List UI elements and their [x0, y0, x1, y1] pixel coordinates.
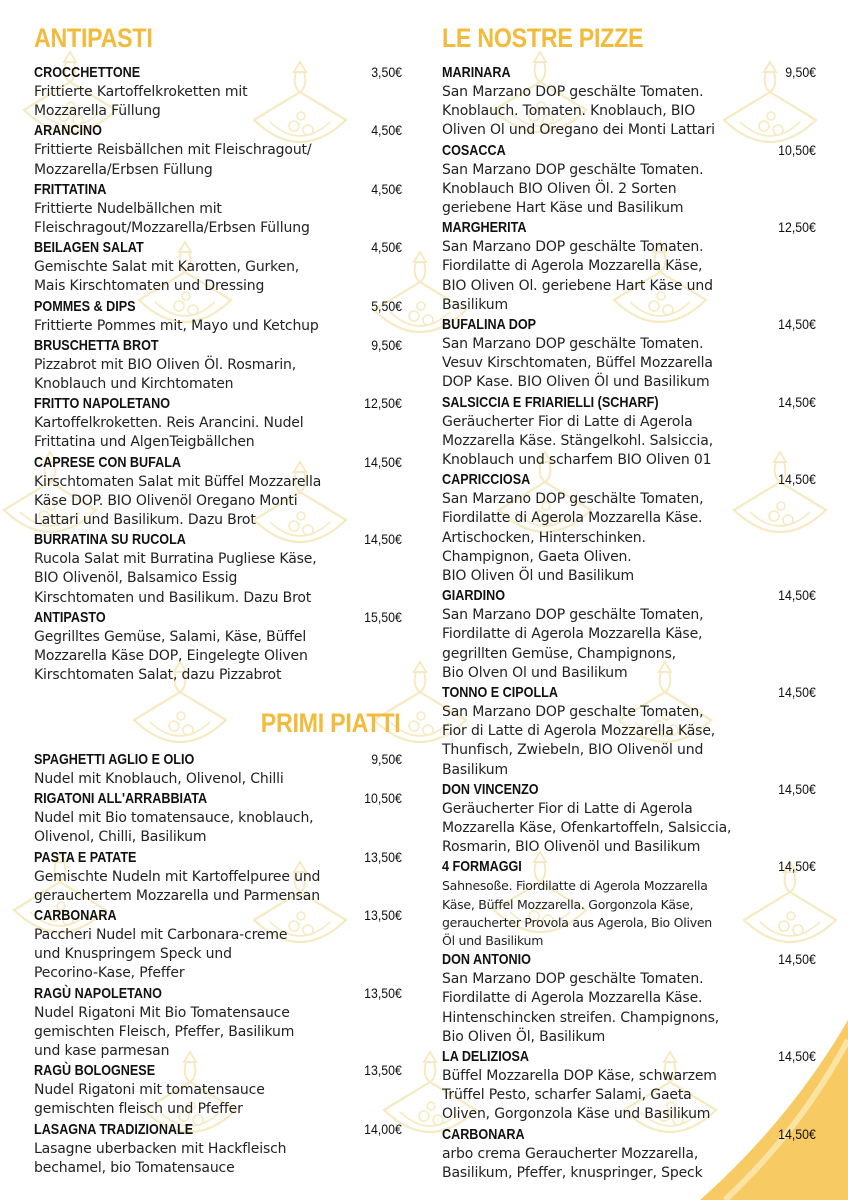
menu-item-price: 14,00€ [364, 1120, 402, 1137]
menu-item-header [34, 122, 400, 141]
menu-item [34, 1121, 400, 1178]
menu-item-price: 12,50€ [364, 395, 402, 412]
menu-item-description: Gemischte Salat mit Karotten, Gurken, Mais Kirschtomaten und Dressing [34, 259, 300, 295]
menu-item-price: 4,50€ [371, 239, 402, 256]
menu-item-description: Nudel Rigatoni mit tomatensauce gemischten fleisch und Pfeffer [34, 1082, 265, 1118]
menu-item-price: 14,50€ [778, 471, 816, 488]
menu-item-description: Rucola Salat mit Burratina Pugliese Käse, BIO Olivenöl, Balsamico Essig Kirschtomaten und Basilikum. Dazu Brot [34, 551, 317, 606]
menu-item-name: POMMES & DIPS [34, 297, 136, 315]
menu-item-price: 13,50€ [364, 1062, 402, 1079]
menu-item [34, 239, 400, 296]
menu-item-description: Frittierte Pommes mit, Mayo und Ketchup [34, 317, 319, 334]
menu-item-name: FRITTO NAPOLETANO [34, 395, 171, 413]
menu-item-description: San Marzano DOP geschälte Tomaten. Knoblauch BIO Oliven Öl. 2 Sorten geriebene Hart Käse und Basilikum [442, 161, 704, 216]
menu-item-name: LA DELIZIOSA [442, 1048, 530, 1065]
menu-item-price: 15,50€ [364, 608, 402, 625]
menu-item-description: Kirschtomaten Salat mit Büffel Mozzarella Käse DOP. BIO Olivenöl Oregano Monti Lattari und Basilikum. Dazu Brot [34, 473, 322, 528]
menu-item-header [34, 337, 400, 356]
menu-item [442, 142, 816, 219]
menu-item-price: 9,50€ [371, 751, 402, 767]
menu-item-name: CROCCHETTONE [34, 64, 141, 81]
menu-item [442, 316, 816, 393]
menu-item-name: SALSICCIA E FRIARIELLI (SCHARF) [442, 393, 659, 411]
menu-item-price: 14,50€ [778, 684, 816, 700]
menu-item [442, 64, 816, 141]
menu-item-name: BEILAGEN SALAT [34, 239, 144, 257]
menu-item-price: 14,50€ [778, 587, 816, 604]
menu-item-header [442, 142, 816, 161]
menu-item-price: 13,50€ [364, 984, 402, 1001]
menu-item-header [34, 751, 400, 770]
menu-item-description: Gemischte Nudeln mit Kartoffelpuree und gerauchertem Mozzarella und Parmensan [34, 868, 321, 904]
menu-item-name: CARBONARA [442, 1125, 525, 1143]
menu-item-name: RAGÙ NAPOLETANO [34, 984, 162, 1002]
menu-item-description: San Marzano DOP geschälte Tomaten. Vesuv Kirschtomaten, Büffel Mozzarella DOP Kase. BIO Oliven Öl und Basilikum [442, 336, 713, 391]
menu-item-name: DON VINCENZO [442, 780, 539, 798]
menu-item-header [442, 394, 816, 413]
menu-item [34, 751, 400, 789]
menu-item-name: RAGÙ BOLOGNESE [34, 1062, 156, 1080]
section-title-primi-piatti: PRIMI PIATTI [260, 708, 400, 738]
menu-item-description: Büffel Mozzarella DOP Käse, schwarzem Trüffel Pesto, scharfer Salami, Gaeta Oliven, Gorgonzola Käse und Basilikum [442, 1068, 717, 1123]
menu-item-name: DON ANTONIO [442, 951, 531, 969]
menu-item-price: 14,50€ [364, 531, 402, 548]
menu-item-header [442, 684, 816, 703]
menu-item-price: 14,50€ [778, 951, 816, 968]
menu-item [34, 907, 400, 984]
section-title-pizze: LE NOSTRE PIZZE [442, 23, 644, 53]
menu-item-header [34, 907, 400, 926]
menu-item-header [34, 1121, 400, 1140]
menu-item-header [34, 64, 400, 83]
menu-item-header [442, 587, 816, 606]
menu-item-header [34, 239, 400, 258]
menu-item-name: CARBONARA [34, 907, 117, 924]
menu-item-description: Kartoffelkroketten. Reis Arancini. Nudel Frittatina und AlgenTeigbällchen [34, 415, 304, 451]
menu-item-price: 10,50€ [364, 790, 402, 807]
menu-item-header [442, 858, 816, 877]
menu-item-name: ANTIPASTO [34, 608, 106, 626]
menu-item-name: BURRATINA SU RUCOLA [34, 531, 186, 549]
menu-item-price: 14,50€ [364, 453, 402, 470]
menu-item [442, 219, 816, 315]
menu-item-name: CAPRICCIOSA [442, 471, 531, 489]
menu-item-description: San Marzano DOP geschalte Tomaten, Fior di Latte di Agerola Mozzarella Käse, Thunfisch, Zwiebeln, BIO Olivenöl und Basilikum [442, 704, 716, 778]
menu-item-description: arbo crema Geraucherter Mozzarella, Basilikum, Pfeffer, knuspringer, Speck [442, 1145, 703, 1181]
menu-item-name: 4 FORMAGGI [442, 858, 522, 876]
menu-item-price: 14,50€ [778, 1125, 816, 1142]
menu-item-description: Frittierte Reisbällchen mit Fleischragout/ Mozzarella/Erbsen Füllung [34, 142, 312, 178]
menu-item-description: Paccheri Nudel mit Carbonara-creme und Knuspringem Speck und Pecorino-Kase, Pfeffer [34, 927, 288, 982]
menu-item-header [442, 951, 816, 970]
menu-item-name: TONNO E CIPOLLA [442, 684, 558, 701]
menu-item [442, 684, 816, 780]
menu-item-price: 4,50€ [371, 180, 402, 197]
menu-item-header [34, 395, 400, 414]
menu-item-name: CAPRESE CON BUFALA [34, 453, 182, 471]
menu-item-description: Nudel mit Bio tomatensauce, knoblauch, Olivenol, Chilli, Basilikum [34, 810, 314, 846]
menu-item-name: BRUSCHETTA BROT [34, 336, 159, 354]
menu-item-header [442, 219, 816, 238]
menu-item-header [34, 531, 400, 550]
menu-item-header [34, 181, 400, 200]
menu-item [34, 985, 400, 1062]
menu-item [34, 395, 400, 452]
menu-item-price: 14,50€ [778, 780, 816, 797]
menu-item-description: Lasagne uberbacken mit Hackfleisch bechamel, bio Tomatensauce [34, 1140, 287, 1176]
menu-item-description: Sahnesoße. Fiordilatte di Agerola Mozzarella Käse, Büffel Mozzarella. Gorgonzola Käse, geraucherter Provola aus Agerola, Bio Oliven Öl und Basilikum [442, 878, 712, 948]
menu-item [34, 849, 400, 906]
menu-item [34, 1062, 400, 1119]
menu-item [442, 951, 816, 1047]
section-title-antipasti: ANTIPASTI [34, 23, 153, 53]
menu-item-name: ARANCINO [34, 122, 102, 140]
menu-item-price: 9,50€ [785, 64, 816, 80]
menu-item [34, 790, 400, 847]
menu-item-price: 13,50€ [364, 848, 402, 865]
menu-item-header [34, 1062, 400, 1081]
menu-item-name: RIGATONI ALL'ARRABBIATA [34, 790, 208, 808]
menu-item-name: SPAGHETTI AGLIO E OLIO [34, 751, 195, 768]
menu-item-price: 9,50€ [371, 336, 402, 353]
menu-item-description: Nudel Rigatoni Mit Bio Tomatensauce gemischten Fleisch, Pfeffer, Basilikum und kase parmesan [34, 1004, 295, 1059]
menu-item [442, 394, 816, 471]
menu-item [34, 64, 400, 121]
menu-item-header [34, 849, 400, 868]
menu-item-description: Pizzabrot mit BIO Oliven Öl. Rosmarin, Knoblauch und Kirchtomaten [34, 356, 297, 392]
menu-item-price: 14,50€ [778, 316, 816, 332]
menu-item-price: 12,50€ [778, 219, 816, 236]
menu-item-header [442, 1126, 816, 1145]
menu-item-header [442, 781, 816, 800]
menu-item-description: San Marzano DOP geschälte Tomaten. Fiordilatte di Agerola Mozzarella Käse, BIO Oliven Ol. geriebene Hart Käse und Basilikum [442, 239, 713, 313]
menu-item-name: COSACCA [442, 141, 506, 159]
menu-item-price: 5,50€ [371, 297, 402, 314]
menu-item-description: Nudel mit Knoblauch, Olivenol, Chilli [34, 771, 284, 787]
menu-item-name: MARGHERITA [442, 219, 527, 237]
menu-item-name: PASTA E PATATE [34, 848, 137, 866]
menu-item [34, 531, 400, 608]
menu-item-name: BUFALINA DOP [442, 316, 537, 333]
menu-item-price: 14,50€ [778, 1048, 816, 1064]
menu-item-header [442, 1048, 816, 1067]
menu-item [442, 587, 816, 683]
menu-item-header [442, 316, 816, 335]
menu-item-name: MARINARA [442, 64, 511, 81]
menu-item-name: LASAGNA TRADIZIONALE [34, 1120, 194, 1138]
menu-item-price: 4,50€ [371, 122, 402, 139]
menu-item [34, 454, 400, 531]
menu-item-header [34, 609, 400, 628]
menu-item [34, 181, 400, 238]
menu-item-name: GIARDINO [442, 587, 505, 605]
menu-item-description: Geräucherter Fior di Latte di Agerola Mozzarella Käse, Ofenkartoffeln, Salsiccia, Rosmarin, BIO Olivenöl und Basilikum [442, 800, 732, 856]
menu-item [442, 471, 816, 586]
menu-item [34, 337, 400, 394]
menu-item [442, 1048, 816, 1125]
menu-item-header [34, 454, 400, 473]
menu-item-header [34, 985, 400, 1004]
menu-item-header [34, 298, 400, 317]
menu-item-price: 3,50€ [371, 64, 402, 80]
menu-item [442, 858, 816, 950]
menu-item-price: 13,50€ [364, 907, 402, 923]
menu-item-header [442, 471, 816, 490]
menu-item-name: FRITTATINA [34, 180, 107, 198]
menu-item-description: Geräucherter Fior di Latte di Agerola Mozzarella Käse. Stängelkohl. Salsiccia, Knoblauch und scharfem BIO Oliven 01 [442, 413, 714, 468]
menu-item-header [34, 790, 400, 809]
menu-item-header [442, 64, 816, 83]
menu-item-price: 14,50€ [778, 858, 816, 875]
menu-item [34, 122, 400, 179]
menu-item [34, 609, 400, 686]
menu-item [442, 1126, 816, 1183]
menu-item-description: San Marzano DOP geschälte Tomaten. Fiordilatte di Agerola Mozzarella Käse. Hintenschincken streifen. Champignons, Bio Oliven Öl, Basilikum [442, 971, 720, 1045]
menu-item [442, 781, 816, 858]
menu-item-description: San Marzano DOP geschälte Tomaten, Fiordilatte di Agerola Mozzarella Käse, gegrillten Gemüse, Champignons, Bio Olven Ol und Basilikum [442, 607, 704, 681]
menu-item [34, 298, 400, 336]
menu-item-description: San Marzano DOP geschälte Tomaten, Fiordilatte di Agerola Mozzarella Käse. Artischocken, Hinterschinken. Champignon, Gaeta Oliven. BIO Oliven Öl und Basilikum [442, 491, 704, 584]
menu-item-price: 14,50€ [778, 393, 816, 410]
menu-item-description: Gegrilltes Gemüse, Salami, Käse, Büffel Mozzarella Käse DOP, Eingelegte Oliven Kirschtomaten Salat, dazu Pizzabrot [34, 628, 308, 684]
menu-item-price: 10,50€ [778, 141, 816, 158]
menu-item-description: Frittierte Nudelbällchen mit Fleischragout/Mozzarella/Erbsen Füllung [34, 200, 310, 236]
menu-item-description: Frittierte Kartoffelkroketten mit Mozzarella Füllung [34, 84, 248, 120]
menu-item-description: San Marzano DOP geschälte Tomaten. Knoblauch. Tomaten. Knoblauch, BIO Oliven Ol und Oregano dei Monti Lattari [442, 84, 715, 139]
